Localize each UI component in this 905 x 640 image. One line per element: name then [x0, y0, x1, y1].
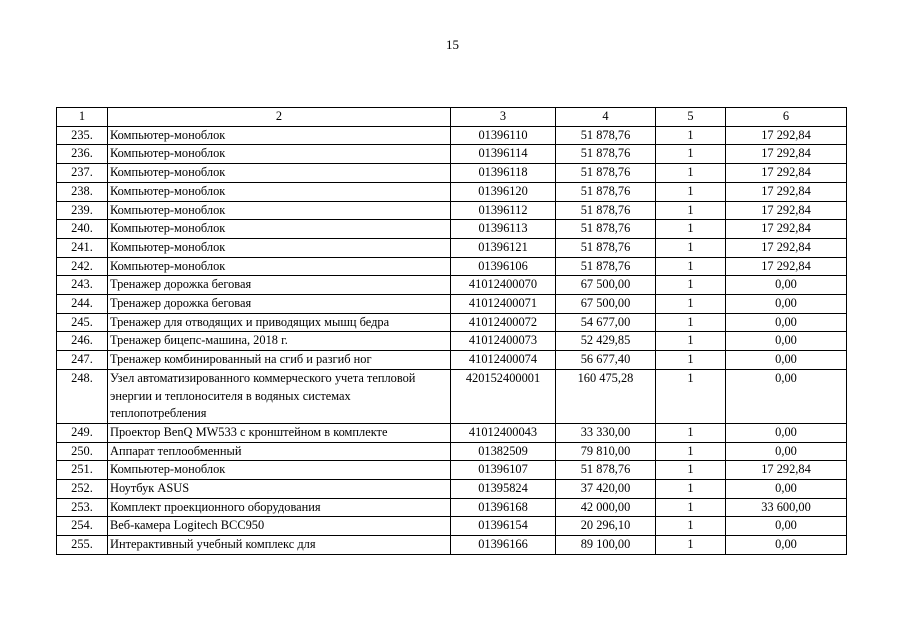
quantity-cell: 1 [656, 276, 726, 295]
table-row [57, 369, 847, 423]
header-col-3: 3 [451, 108, 556, 127]
cost-cell: 51 878,76 [556, 220, 656, 239]
table-row [57, 182, 847, 201]
item-name-cell: Веб-камера Logitech BCC950 [108, 517, 451, 536]
residual-value-cell: 0,00 [726, 442, 847, 461]
residual-value-cell: 17 292,84 [726, 182, 847, 201]
cost-cell: 42 000,00 [556, 498, 656, 517]
cost-cell: 51 878,76 [556, 238, 656, 257]
cost-cell: 51 878,76 [556, 145, 656, 164]
row-number-cell: 241. [57, 238, 108, 257]
inventory-code-cell: 41012400071 [451, 295, 556, 314]
header-row [57, 108, 847, 127]
inventory-code-cell: 01396166 [451, 536, 556, 555]
quantity-cell: 1 [656, 295, 726, 314]
table-row [57, 461, 847, 480]
quantity-cell: 1 [656, 313, 726, 332]
inventory-code-cell: 01395824 [451, 480, 556, 499]
row-number-cell: 251. [57, 461, 108, 480]
item-name-cell: Тренажер для отводящих и приводящих мышц бедра [108, 313, 451, 332]
inventory-code-cell: 01396112 [451, 201, 556, 220]
residual-value-cell: 17 292,84 [726, 145, 847, 164]
item-name-cell: Компьютер-моноблок [108, 461, 451, 480]
table-header [57, 108, 847, 127]
row-number-cell: 243. [57, 276, 108, 295]
inventory-code-cell: 41012400074 [451, 351, 556, 370]
item-name-cell: Узел автоматизированного коммерческого учета тепловой энергии и теплоносителя в водяных системах теплопотребления [108, 369, 451, 423]
table-row [57, 480, 847, 499]
table-row [57, 145, 847, 164]
header-col-2: 2 [108, 108, 451, 127]
item-name-cell: Интерактивный учебный комплекс для [108, 536, 451, 555]
row-number-cell: 252. [57, 480, 108, 499]
row-number-cell: 237. [57, 164, 108, 183]
row-number-cell: 238. [57, 182, 108, 201]
cost-cell: 20 296,10 [556, 517, 656, 536]
cost-cell: 33 330,00 [556, 423, 656, 442]
item-name-cell: Компьютер-моноблок [108, 201, 451, 220]
cost-cell: 160 475,28 [556, 369, 656, 423]
row-number-cell: 242. [57, 257, 108, 276]
residual-value-cell: 0,00 [726, 276, 847, 295]
row-number-cell: 253. [57, 498, 108, 517]
item-name-cell: Тренажер дорожка беговая [108, 276, 451, 295]
inventory-code-cell: 41012400073 [451, 332, 556, 351]
inventory-code-cell: 01396114 [451, 145, 556, 164]
table-body [57, 126, 847, 554]
item-name-cell: Компьютер-моноблок [108, 145, 451, 164]
item-name-cell: Компьютер-моноблок [108, 126, 451, 145]
item-name-cell: Ноутбук ASUS [108, 480, 451, 499]
cost-cell: 89 100,00 [556, 536, 656, 555]
residual-value-cell: 17 292,84 [726, 220, 847, 239]
residual-value-cell: 0,00 [726, 423, 847, 442]
item-name-cell: Аппарат теплообменный [108, 442, 451, 461]
inventory-code-cell: 41012400043 [451, 423, 556, 442]
header-col-4: 4 [556, 108, 656, 127]
inventory-code-cell: 01382509 [451, 442, 556, 461]
header-col-1: 1 [57, 108, 108, 127]
residual-value-cell: 0,00 [726, 536, 847, 555]
inventory-code-cell: 01396118 [451, 164, 556, 183]
inventory-table [56, 107, 847, 555]
row-number-cell: 235. [57, 126, 108, 145]
residual-value-cell: 33 600,00 [726, 498, 847, 517]
residual-value-cell: 0,00 [726, 313, 847, 332]
row-number-cell: 249. [57, 423, 108, 442]
residual-value-cell: 17 292,84 [726, 201, 847, 220]
row-number-cell: 246. [57, 332, 108, 351]
residual-value-cell: 0,00 [726, 332, 847, 351]
residual-value-cell: 17 292,84 [726, 257, 847, 276]
inventory-code-cell: 01396120 [451, 182, 556, 201]
cost-cell: 51 878,76 [556, 201, 656, 220]
item-name-cell: Компьютер-моноблок [108, 238, 451, 257]
residual-value-cell: 0,00 [726, 351, 847, 370]
table-row [57, 351, 847, 370]
residual-value-cell: 0,00 [726, 517, 847, 536]
inventory-code-cell: 41012400070 [451, 276, 556, 295]
cost-cell: 56 677,40 [556, 351, 656, 370]
cost-cell: 51 878,76 [556, 182, 656, 201]
page-number: 15 [446, 37, 459, 52]
quantity-cell: 1 [656, 498, 726, 517]
quantity-cell: 1 [656, 369, 726, 423]
row-number-cell: 244. [57, 295, 108, 314]
item-name-cell: Тренажер дорожка беговая [108, 295, 451, 314]
cost-cell: 67 500,00 [556, 276, 656, 295]
table-row [57, 442, 847, 461]
row-number-cell: 239. [57, 201, 108, 220]
cost-cell: 54 677,00 [556, 313, 656, 332]
residual-value-cell: 17 292,84 [726, 126, 847, 145]
item-name-cell: Компьютер-моноблок [108, 164, 451, 183]
quantity-cell: 1 [656, 238, 726, 257]
quantity-cell: 1 [656, 182, 726, 201]
cost-cell: 79 810,00 [556, 442, 656, 461]
inventory-code-cell: 01396113 [451, 220, 556, 239]
table-row [57, 201, 847, 220]
table-row [57, 295, 847, 314]
cost-cell: 51 878,76 [556, 461, 656, 480]
residual-value-cell: 0,00 [726, 369, 847, 423]
table-row [57, 536, 847, 555]
cost-cell: 51 878,76 [556, 257, 656, 276]
residual-value-cell: 0,00 [726, 480, 847, 499]
item-name-cell: Комплект проекционного оборудования [108, 498, 451, 517]
quantity-cell: 1 [656, 257, 726, 276]
inventory-code-cell: 01396168 [451, 498, 556, 517]
cost-cell: 37 420,00 [556, 480, 656, 499]
cost-cell: 67 500,00 [556, 295, 656, 314]
quantity-cell: 1 [656, 423, 726, 442]
quantity-cell: 1 [656, 126, 726, 145]
row-number-cell: 248. [57, 369, 108, 423]
row-number-cell: 255. [57, 536, 108, 555]
quantity-cell: 1 [656, 536, 726, 555]
item-name-cell: Проектор BenQ MW533 с кронштейном в комплекте [108, 423, 451, 442]
table-row [57, 164, 847, 183]
quantity-cell: 1 [656, 332, 726, 351]
inventory-code-cell: 01396106 [451, 257, 556, 276]
quantity-cell: 1 [656, 351, 726, 370]
header-col-6: 6 [726, 108, 847, 127]
inventory-code-cell: 01396107 [451, 461, 556, 480]
quantity-cell: 1 [656, 442, 726, 461]
row-number-cell: 240. [57, 220, 108, 239]
residual-value-cell: 17 292,84 [726, 461, 847, 480]
table-row [57, 257, 847, 276]
quantity-cell: 1 [656, 201, 726, 220]
row-number-cell: 250. [57, 442, 108, 461]
quantity-cell: 1 [656, 517, 726, 536]
quantity-cell: 1 [656, 461, 726, 480]
inventory-code-cell: 01396154 [451, 517, 556, 536]
residual-value-cell: 0,00 [726, 295, 847, 314]
table-row [57, 313, 847, 332]
item-name-cell: Компьютер-моноблок [108, 257, 451, 276]
table-row [57, 517, 847, 536]
quantity-cell: 1 [656, 220, 726, 239]
residual-value-cell: 17 292,84 [726, 164, 847, 183]
quantity-cell: 1 [656, 145, 726, 164]
item-name-cell: Компьютер-моноблок [108, 182, 451, 201]
row-number-cell: 247. [57, 351, 108, 370]
residual-value-cell: 17 292,84 [726, 238, 847, 257]
cost-cell: 51 878,76 [556, 126, 656, 145]
inventory-code-cell: 41012400072 [451, 313, 556, 332]
header-col-5: 5 [656, 108, 726, 127]
row-number-cell: 254. [57, 517, 108, 536]
inventory-code-cell: 01396110 [451, 126, 556, 145]
table-row [57, 332, 847, 351]
cost-cell: 52 429,85 [556, 332, 656, 351]
inventory-code-cell: 420152400001 [451, 369, 556, 423]
table-row [57, 126, 847, 145]
table-row [57, 498, 847, 517]
quantity-cell: 1 [656, 164, 726, 183]
item-name-cell: Тренажер комбинированный на сгиб и разгиб ног [108, 351, 451, 370]
quantity-cell: 1 [656, 480, 726, 499]
item-name-cell: Тренажер бицепс-машина, 2018 г. [108, 332, 451, 351]
row-number-cell: 245. [57, 313, 108, 332]
table-row [57, 423, 847, 442]
table-row [57, 238, 847, 257]
table-row [57, 220, 847, 239]
row-number-cell: 236. [57, 145, 108, 164]
inventory-code-cell: 01396121 [451, 238, 556, 257]
item-name-cell: Компьютер-моноблок [108, 220, 451, 239]
cost-cell: 51 878,76 [556, 164, 656, 183]
table-row [57, 276, 847, 295]
